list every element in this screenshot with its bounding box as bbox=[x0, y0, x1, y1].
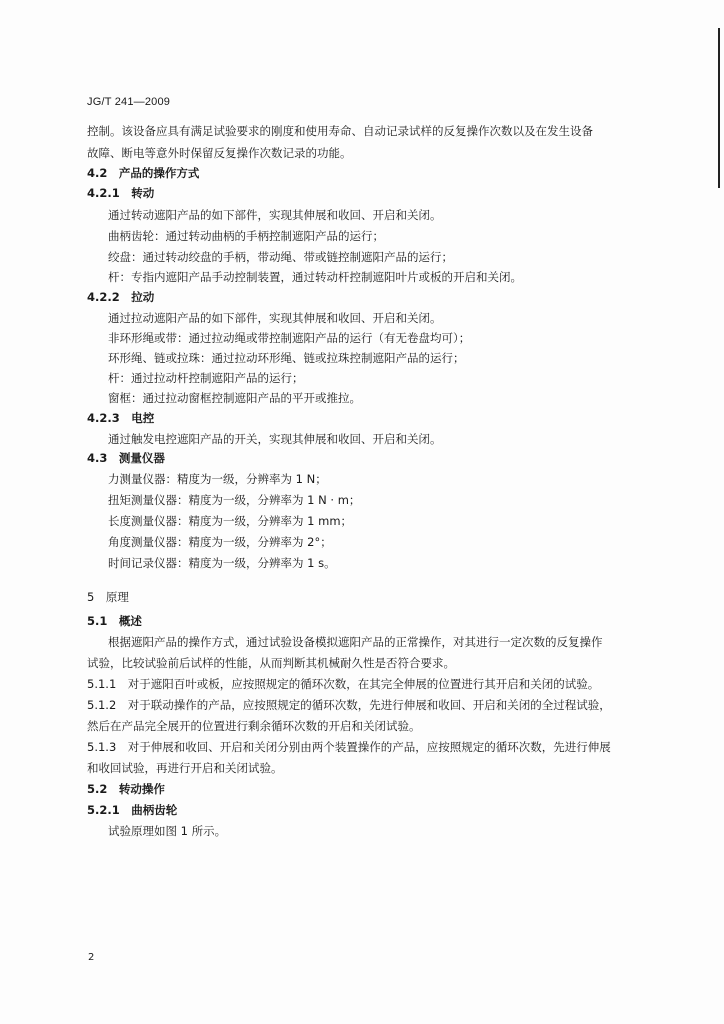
chapter-heading: 5 原理 bbox=[87, 590, 129, 604]
para-line: 曲柄齿轮：通过转动曲柄的手柄控制遮阳产品的运行； bbox=[108, 229, 384, 243]
para-line: 窗框：通过拉动窗框控制遮阳产品的平开或推拉。 bbox=[108, 391, 361, 405]
para-line: 绞盘：通过转动绞盘的手柄，带动绳、带或链控制遮阳产品的运行； bbox=[108, 250, 453, 264]
para-line: 和收回试验，再进行开启和关闭试验。 bbox=[87, 761, 283, 775]
para-line: 控制。该设备应具有满足试验要求的刚度和使用寿命、自动记录试样的反复操作次数以及在发生设备 bbox=[87, 124, 593, 138]
subsection-heading: 4.2.1 转动 bbox=[87, 186, 155, 200]
para-line: 试验原理如图 1 所示。 bbox=[108, 824, 227, 838]
scan-edge-mark bbox=[718, 28, 720, 188]
section-heading: 5.2 转动操作 bbox=[87, 782, 165, 796]
para-line: 非环形绳或带：通过拉动绳或带控制遮阳产品的运行（有无卷盘均可）； bbox=[108, 331, 471, 345]
para-line: 通过触发电控遮阳产品的开关，实现其伸展和收回、开启和关闭。 bbox=[108, 432, 442, 446]
clause-line: 5.1.3 对于伸展和收回、开启和关闭分别由两个装置操作的产品，应按照规定的循环次数，先进行伸展 bbox=[87, 740, 611, 754]
instrument-line: 角度测量仪器：精度为一级，分辨率为 2°； bbox=[108, 535, 332, 549]
para-line: 杆：通过拉动杆控制遮阳产品的运行； bbox=[108, 371, 304, 385]
clause-line: 5.1.1 对于遮阳百叶或板，应按照规定的循环次数，在其完全伸展的位置进行其开启和关闭的试验。 bbox=[87, 677, 600, 691]
section-heading: 5.1 概述 bbox=[87, 614, 142, 628]
para-line: 故障、断电等意外时保留反复操作次数记录的功能。 bbox=[87, 146, 352, 160]
para-line: 通过拉动遮阳产品的如下部件，实现其伸展和收回、开启和关闭。 bbox=[108, 311, 442, 325]
instrument-line: 长度测量仪器：精度为一级，分辨率为 1 mm； bbox=[108, 514, 353, 528]
standard-header: JG/T 241—2009 bbox=[87, 96, 171, 108]
instrument-line: 时间记录仪器：精度为一级，分辨率为 1 s。 bbox=[108, 556, 336, 570]
section-heading: 4.2 产品的操作方式 bbox=[87, 166, 200, 180]
para-line: 然后在产品完全展开的位置进行剩余循环次数的开启和关闭试验。 bbox=[87, 719, 421, 733]
para-line: 杆：专指内遮阳产品手动控制装置，通过转动杆控制遮阳叶片或板的开启和关闭。 bbox=[108, 270, 522, 284]
page-number: 2 bbox=[88, 952, 95, 963]
subsection-heading: 5.2.1 曲柄齿轮 bbox=[87, 803, 178, 817]
clause-line: 5.1.2 对于联动操作的产品，应按照规定的循环次数，先进行伸展和收回、开启和关闭的全过程试验， bbox=[87, 698, 611, 712]
para-line: 环形绳、链或拉珠：通过拉动环形绳、链或拉珠控制遮阳产品的运行； bbox=[108, 351, 465, 365]
para-line: 通过转动遮阳产品的如下部件，实现其伸展和收回、开启和关闭。 bbox=[108, 208, 442, 222]
para-line: 试验，比较试验前后试样的性能，从而判断其机械耐久性是否符合要求。 bbox=[87, 656, 455, 670]
instrument-line: 力测量仪器：精度为一级，分辨率为 1 N； bbox=[108, 472, 327, 486]
subsection-heading: 4.2.3 电控 bbox=[87, 411, 155, 425]
para-line: 根据遮阳产品的操作方式，通过试验设备模拟遮阳产品的正常操作，对其进行一定次数的反复操作 bbox=[108, 635, 603, 649]
instrument-line: 扭矩测量仪器：精度为一级，分辨率为 1 N · m； bbox=[108, 493, 361, 507]
section-heading: 4.3 测量仪器 bbox=[87, 451, 165, 465]
subsection-heading: 4.2.2 拉动 bbox=[87, 290, 155, 304]
